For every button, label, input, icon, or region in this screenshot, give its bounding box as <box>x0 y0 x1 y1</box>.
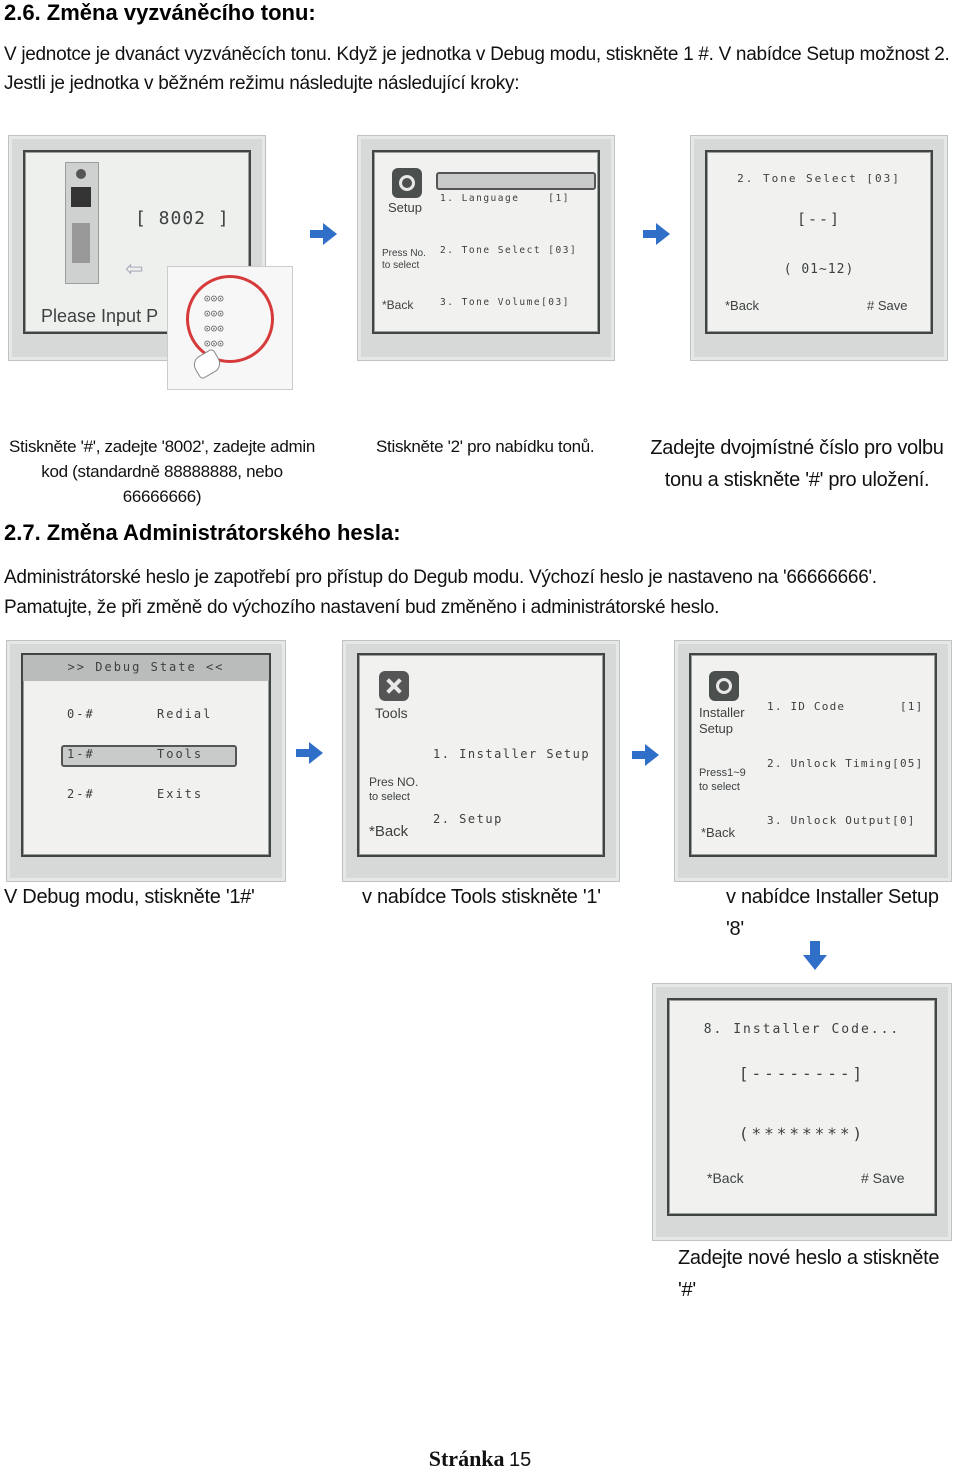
page-footer <box>0 1446 960 1472</box>
arrow-right-icon <box>632 744 660 766</box>
lcd-screen-installer <box>689 653 937 857</box>
lcd-screen-tone <box>705 150 933 334</box>
footer-label: Stránka <box>428 1446 505 1471</box>
debug-label-redial: Redial <box>157 707 213 721</box>
caption-tools: v nabídce Tools stiskněte '1' <box>362 886 601 908</box>
tools-icon <box>379 671 409 701</box>
installer-code-save: # Save <box>861 1170 905 1186</box>
footer-page-number: 15 <box>509 1449 532 1471</box>
keypad-image <box>167 266 293 390</box>
caption-new-password: Zadejte nové heslo a stiskněte '#' <box>678 1247 940 1301</box>
tools-menu-list <box>433 701 590 857</box>
setup-menu-list <box>440 156 584 334</box>
tools-hint-line2: to select <box>369 791 410 803</box>
tone-paragraph-line1: V jednotce je dvanáct vyzváněcích tonu. Když je jednotka v Debug modu, stiskněte 1 #. V nabídce Setup možnost 2. <box>4 44 950 65</box>
tone-back: *Back <box>725 298 759 313</box>
tone-title: 2. Tone Select [03] <box>737 172 901 185</box>
setup-back: *Back <box>382 298 414 312</box>
installer-icon-label-line1: Installer <box>699 705 745 720</box>
lcd-frame-installer-code <box>652 983 952 1241</box>
keypad-keys-icon: ⊙⊙⊙ ⊙⊙⊙ ⊙⊙⊙ ⊙⊙⊙ <box>204 292 224 350</box>
tools-menu-item: 2. Setup <box>433 811 503 826</box>
caption-step2: Stiskněte '2' pro nabídku tonů. <box>376 437 595 456</box>
debug-key-2: 2-# <box>67 787 95 801</box>
setup-menu-item: 2. Tone Select [03] <box>440 245 578 257</box>
installer-back: *Back <box>701 825 735 840</box>
debug-title: >> Debug State << <box>67 660 225 674</box>
tools-menu-item: 1. Installer Setup <box>433 747 591 761</box>
setup-hint-line2: to select <box>382 260 420 271</box>
caption-installer: v nabídce Installer Setup '8' <box>726 886 939 940</box>
admin-paragraph-line1: Administrátorské heslo je zapotřebí pro přístup do Degub modu. Výchozí heslo je nastaveno na '66666666'. <box>4 567 877 588</box>
lcd-frame-installer <box>674 640 952 882</box>
tone-value: [--] <box>796 210 842 228</box>
caption-step3-line1: Zadejte dvojmístné číslo pro volbu <box>650 437 944 459</box>
arrow-right-icon <box>296 742 324 764</box>
section-heading-admin: 2.7. Změna Administrátorského hesla: <box>4 520 401 545</box>
keypad-highlight-circle <box>186 275 274 363</box>
caption-step1-line2: kod (standardně 88888888, nebo 66666666) <box>41 462 283 506</box>
installer-menu-item: 3. Unlock Output[0] <box>767 814 916 827</box>
lcd-frame-tone <box>690 135 948 361</box>
lcd-screen-debug <box>21 653 271 857</box>
tools-icon-label: Tools <box>375 705 408 721</box>
arrow-right-icon <box>310 223 338 245</box>
tools-back: *Back <box>369 823 409 840</box>
installer-menu-item: 1. ID Code [1] <box>767 700 924 713</box>
installer-code-back: *Back <box>707 1170 744 1186</box>
arrow-right-icon <box>643 223 671 245</box>
debug-label-exits: Exits <box>157 787 204 801</box>
lcd-screen-installer-code <box>667 998 937 1216</box>
door-panel-image <box>65 162 99 284</box>
back-arrow-icon: ⇦ <box>125 256 144 281</box>
installer-hint-line1: Press1~9 <box>699 767 746 779</box>
lcd-screen-setup <box>372 150 600 334</box>
installer-code-value: [--------] <box>738 1064 866 1083</box>
setup-menu-item: 1. Language [1] <box>440 193 570 205</box>
installer-setup-icon <box>709 671 739 701</box>
lcd-frame-setup <box>357 135 615 361</box>
setup-icon <box>392 168 422 198</box>
input-prompt: Please Input P <box>41 306 159 326</box>
arrow-down-icon <box>803 941 827 971</box>
tone-paragraph-line2: Jestli je jednotka v běžném režimu následujte následující kroky: <box>4 73 520 94</box>
admin-paragraph-line2: Pamatujte, že při změně do výchozího nastavení bud změněno i administrátorské heslo. <box>4 597 720 618</box>
caption-step3-line2: tonu a stiskněte '#' pro uložení. <box>664 469 930 491</box>
setup-hint-line1: Press No. <box>382 248 426 259</box>
tone-save: # Save <box>867 298 908 313</box>
setup-icon-label: Setup <box>388 200 422 215</box>
lcd-frame-tools <box>342 640 620 882</box>
section-heading-tone: 2.6. Změna vyzváněcího tonu: <box>4 0 316 25</box>
lcd-frame-debug <box>6 640 286 882</box>
installer-code-title: 8. Installer Code... <box>703 1022 901 1037</box>
caption-step1-line1: Stiskněte '#', zadejte '8002', zadejte admin <box>9 437 315 456</box>
admin-code-display: [ 8002 ] <box>135 208 230 229</box>
debug-label-tools: Tools <box>157 747 204 761</box>
debug-key-1: 1-# <box>67 747 95 761</box>
tools-hint-line1: Pres NO. <box>369 775 419 789</box>
debug-key-0: 0-# <box>67 707 95 721</box>
installer-menu-list <box>767 659 923 857</box>
installer-menu-item: 2. Unlock Timing[05] <box>767 757 924 770</box>
tone-range: ( 01~12) <box>783 262 855 277</box>
setup-menu-item: 3. Tone Volume[03] <box>440 296 570 308</box>
lcd-frame-input <box>8 135 266 361</box>
installer-code-mask: (********) <box>738 1124 866 1143</box>
installer-icon-label-line2: Setup <box>699 721 733 736</box>
installer-hint-line2: to select <box>699 781 740 793</box>
lcd-screen-tools <box>357 653 605 857</box>
caption-debug: V Debug modu, stiskněte '1#' <box>4 886 255 908</box>
